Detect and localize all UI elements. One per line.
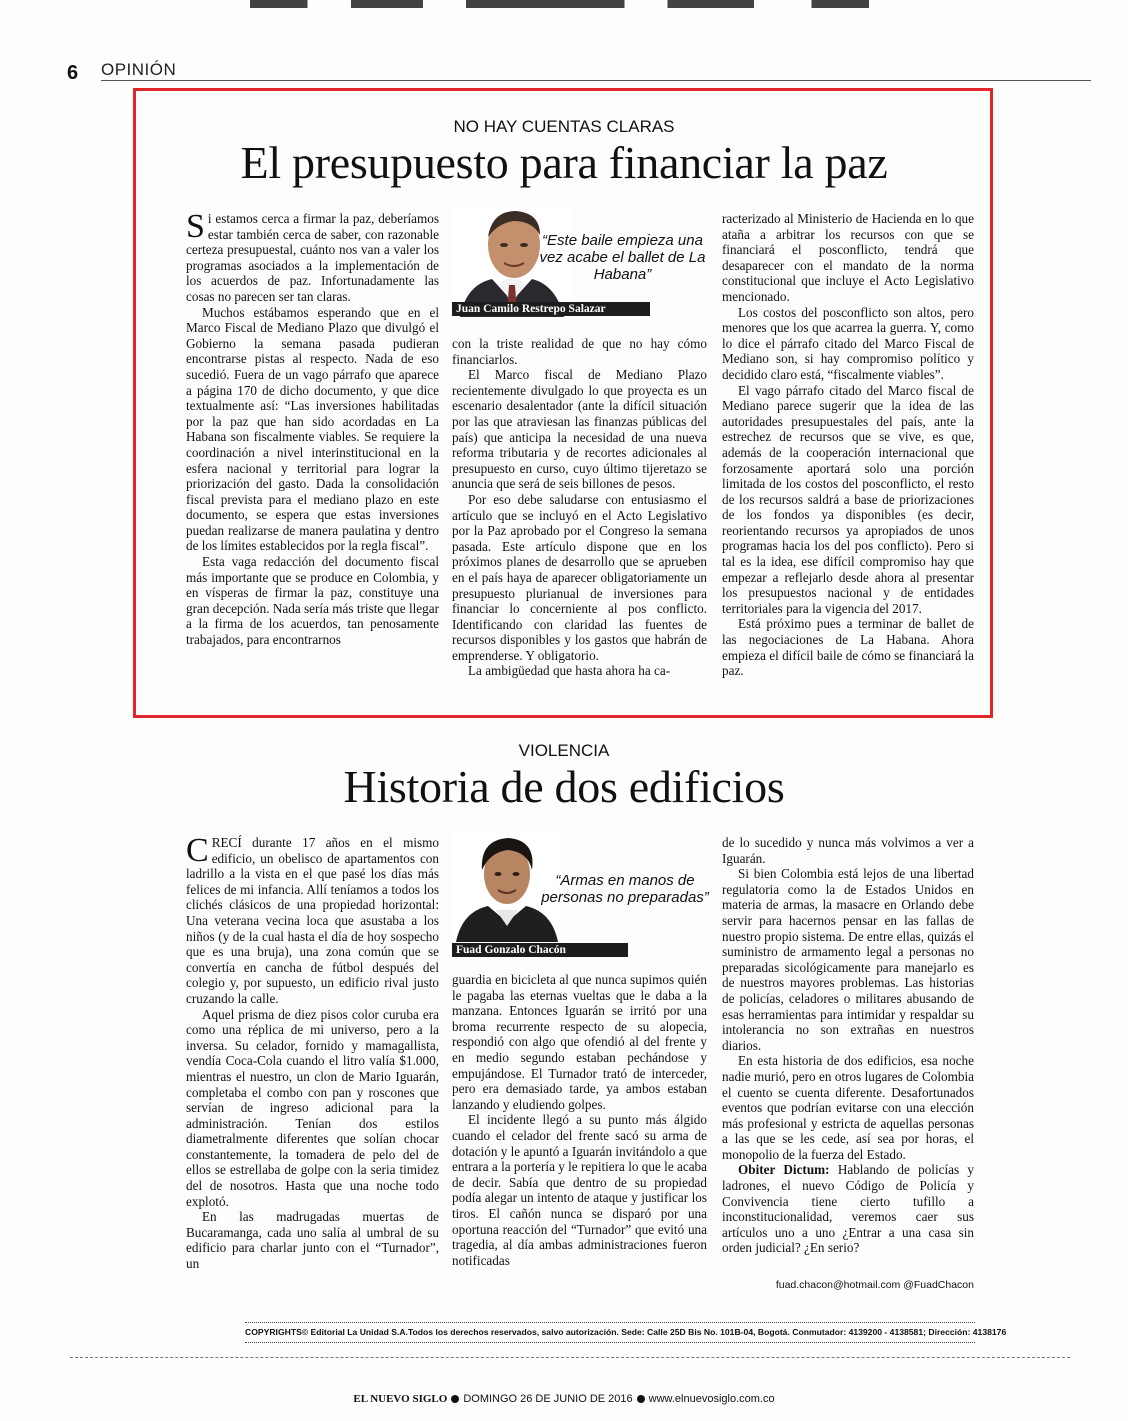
article1-kicker: NO HAY CUENTAS CLARAS	[453, 117, 675, 136]
author-byline: Juan Camilo Restrepo Salazar	[452, 302, 650, 316]
paragraph: guardia en bicicleta al que nunca supimos quién le pagaba las eternas vueltas que le daba a la manzana. Entonces Iguarán se irritó por una broma recurrente respecto de su alopecia, respondió con algo que ofendió al del frente y en medio segundo estaban pechándose y empujándose. El Turnador trató de interceder, pero era demasiado tarde, ya ambos estaban lanzando y eludiendo golpes.	[452, 972, 707, 1112]
article1-column-2	[452, 336, 707, 679]
paragraph: El Marco fiscal de Mediano Plazo recientemente divulgado lo que proyecta es un escenario desalentador (ante la difícil situación por las que atraviesan las finanzas públicas del país) que anticipa la necesidad de una nueva reforma tributaria y de recortes adicionales al presupuesto en curso, cuyo último tijeretazo se anuncia que será de seis billones de pesos.	[452, 367, 707, 492]
page-number: 6	[67, 62, 79, 84]
article1-dropcap: S	[186, 208, 205, 245]
article1-column-1	[186, 208, 439, 648]
bullet-icon	[451, 1395, 459, 1403]
obiter-text: Hablando de policías y ladrones, el nuevo Código de Policía y Convivencia tiene cierto tufillo a inconstitucionalidad, veremos caer sus artículos uno a uno ¿Entrar a una casa sin orden judicial? ¿En serio?	[722, 1162, 974, 1256]
paragraph: Está próximo pues a terminar de ballet de las negociaciones de La Habana. Ahora empieza el difícil baile de cómo se financiará la paz.	[722, 616, 974, 679]
paragraph: i estamos cerca a firmar la paz, deberíamos estar también cerca de saber, con razonable certeza presupuestal, cuánto nos van a valer los programas asociados a la implementación de los acuerdos de paz. Infortunadamente las cosas no parecen ser tan claras.	[186, 211, 439, 304]
author-byline: Fuad Gonzalo Chacón	[452, 943, 628, 957]
obiter-dictum	[722, 1162, 974, 1256]
paragraph: Los costos del posconflicto son altos, pero menores que los que acarrea la guerra. Y, como lo dice el párrafo citado del Marco Fiscal de Mediano son, si hay compromiso político y decidido claro está, “fiscalmente viables”.	[722, 304, 974, 382]
header-rule	[101, 80, 1091, 81]
paragraph: El incidente llegó a su punto más álgido cuando el celador del frente sacó su arma de dotación y le apuntó a Iguarán invitándolo a que entrara a la portería y le repitiera lo que le acaba de decir. Sabía que dentro de su propiedad podía alegar un intento de ataque y justificar los tiros. El cañón nunca se disparó por una oportuna reacción del “Turnador” que evitó una tragedia, al día ambas administraciones fueron notificadas	[452, 1112, 707, 1268]
paragraph: RECÍ durante 17 años en el mismo edificio, un obelisco de apartamentos con ladrillo a la vista en el que pasé los días más felices de mi infancia. Allí teníamos a todos los clichés clásicos de una propiedad horizontal: Una veterana vecina loca que asustaba a los niños (y de la cual hasta el día de hoy sospecho que es una bruja), una zona común que se convertía en cancha de fútbol después del colegio y, por supuesto, un edificio rival justo cruzando la calle.	[186, 835, 439, 1006]
paragraph: En esta historia de dos edificios, esa noche nadie murió, pero en otros lugares de Colombia el cuento se cuenta diferente. Desafortunados eventos que podrían evitarse con una elección más profesional y estricta de aquellas personas a las que se les cede, así sea por horas, el monopolio de la fuerza del Estado.	[722, 1053, 974, 1162]
article2-column-1	[186, 832, 439, 1272]
obiter-label: Obiter Dictum:	[738, 1162, 830, 1178]
article1-column-3	[722, 211, 974, 679]
footer-dotted-rule	[245, 1342, 975, 1343]
pull-quote: “Este baile empieza una vez acabe el ballet de La Habana”	[539, 232, 706, 283]
article2-kicker: VIOLENCIA	[518, 741, 610, 760]
paragraph: Aquel prisma de diez pisos color curuba era como una réplica de mi universo, pero a la inversa. Su celador, fornido y mamagallista, vendía Coca-Cola cuando el litro valía $1.000, mientras el nuestro, un clon de Mario Iguarán, completaba el combo con pan y roscones que servían de ingreso adicional para la administración. Tenían dos estilos diametralmente diferentes que solían chocar constantemente, la tomadera de pelo del de ellos se estrellaba de golpe con la seria timidez del de nosotros. Hasta que una noche todo explotó.	[186, 1006, 439, 1209]
copyright-notice: COPYRIGHTS© Editorial La Unidad S.A.Todos los derechos reservados, salvo autorización. Sede: Calle 25D Bis No. 101B-04, Bogotá. Conmutador: 4139200 - 4138581; Dirección: 4138176	[245, 1327, 1007, 1337]
masthead-fragment	[250, 0, 970, 8]
page-footer	[0, 1393, 1128, 1405]
footer-dotted-rule	[245, 1322, 975, 1323]
paragraph: Esta vaga redacción del documento fiscal más importante que se produce en Colombia, y en vísperas de firmar la paz, constituye una gran decepción. Nada sería más triste que llegar a la firma de los acuerdos, tan penosamente trabajados, para encontrarnos	[186, 554, 439, 648]
article2-column-2	[452, 972, 707, 1268]
paragraph: con la triste realidad de que no hay cómo financiarlos.	[452, 336, 707, 367]
paragraph: de lo sucedido y nunca más volvimos a ver a Iguarán.	[722, 835, 974, 866]
paragraph: Muchos estábamos esperando que en el Marco Fiscal de Mediano Plazo que divulgó el Gobierno la semana pasada pudieran encontrarse pistas al respecto. Nada de eso sucedió. Fuera de un vago párrafo que aparece a página 170 de dicho documento, y que dice textualmente así: “Las inversiones habilitadas por la paz que han sido acordadas en La Habana son fiscalmente viables. Se requiere la coordinación a nivel interinstitucional en la esfera nacional y territorial para lograr la priorización del gasto. Dada la consolidación fiscal prevista para el mediano plazo en este documento, se espera que estas inversiones puedan realizarse de manera paulatina y dentro de los límites establecidos por la regla fiscal”.	[186, 304, 439, 554]
article2-dropcap: C	[186, 832, 209, 869]
paragraph: racterizado al Ministerio de Hacienda en lo que ataña a arbitrar los recursos con que se financiará el posconflicto, tendrá que desaparecer con el mandato de la norma constitucional que incluye el Acto Legislativo mencionado.	[722, 211, 974, 304]
article2-column-3	[722, 835, 974, 1256]
newspaper-name: EL NUEVO SIGLO	[353, 1393, 448, 1405]
website-url: www.elnuevosiglo.com.co	[648, 1393, 775, 1405]
paragraph: La ambigüedad que hasta ahora ha ca-	[468, 663, 671, 679]
article2-headline: Historia de dos edificios	[343, 761, 785, 812]
paragraph: El vago párrafo citado del Marco fiscal de Mediano parece sugerir que la idea de las autoridades presupuestales del país, ante la estrechez de recursos que se vive, es que, además de la cooperación internacional que forzosamente aportará solo una porción limitada de los costos del posconflicto, el resto de los recursos saldrá a base de priorizaciones de los fondos ya disponibles (es decir, reorientando recursos ya apropiados de unos programas hacia los del pos conflicto). Pero si tal es la idea, ese difícil compromiso hay que empezar a reflejarlo desde ahora al presentar los presupuestos nacional y de entidades territoriales para la vigencia del 2017.	[722, 382, 974, 616]
paragraph: En las madrugadas muertas de Bucaramanga, cada uno salía al umbral de su edificio para charlar junto con el “Turnador”, un	[186, 1209, 439, 1272]
bullet-icon	[637, 1395, 645, 1403]
paragraph: Si bien Colombia está lejos de una libertad regulatoria como la de Estados Unidos en materia de armas, la masacre en Orlando debe servir para hacernos pensar en las fallas de nuestro propio sistema. De entre ellas, quizás el suministro de armamento legal a personas no preparadas sicológicamente para manejarlo es de nuestros mayores problemas. Las historias de policías, celadores o militares abusando de esas herramientas para intimidar y respaldar su intolerancia no son extrañas en nuestros diarios.	[722, 866, 974, 1053]
section-label: OPINIÓN	[101, 60, 177, 79]
footer-dashed-rule	[70, 1357, 1070, 1358]
article1-headline: El presupuesto para financiar la paz	[240, 137, 888, 188]
pull-quote: “Armas en manos de personas no preparadas”	[541, 872, 709, 906]
publication-date: DOMINGO 26 DE JUNIO DE 2016	[463, 1393, 633, 1405]
paragraph: Por eso debe saludarse con entusiasmo el artículo que se incluyó en el Acto Legislativo por la Paz aprobado por el Congreso la semana pasada. Este artículo dispone que en los próximos planes de desarrollo que se aprueben en el país haya de aparecer obligatoriamente un presupuesto plurianual de inversiones para financiar lo concerniente al pos conflicto. Identificando con claridad las fuentes de recursos disponibles y los gastos que habrán de emprenderse. Y obligatorio.	[452, 491, 707, 663]
author-contact: fuad.chacon@hotmail.com @FuadChacon	[775, 1279, 974, 1291]
